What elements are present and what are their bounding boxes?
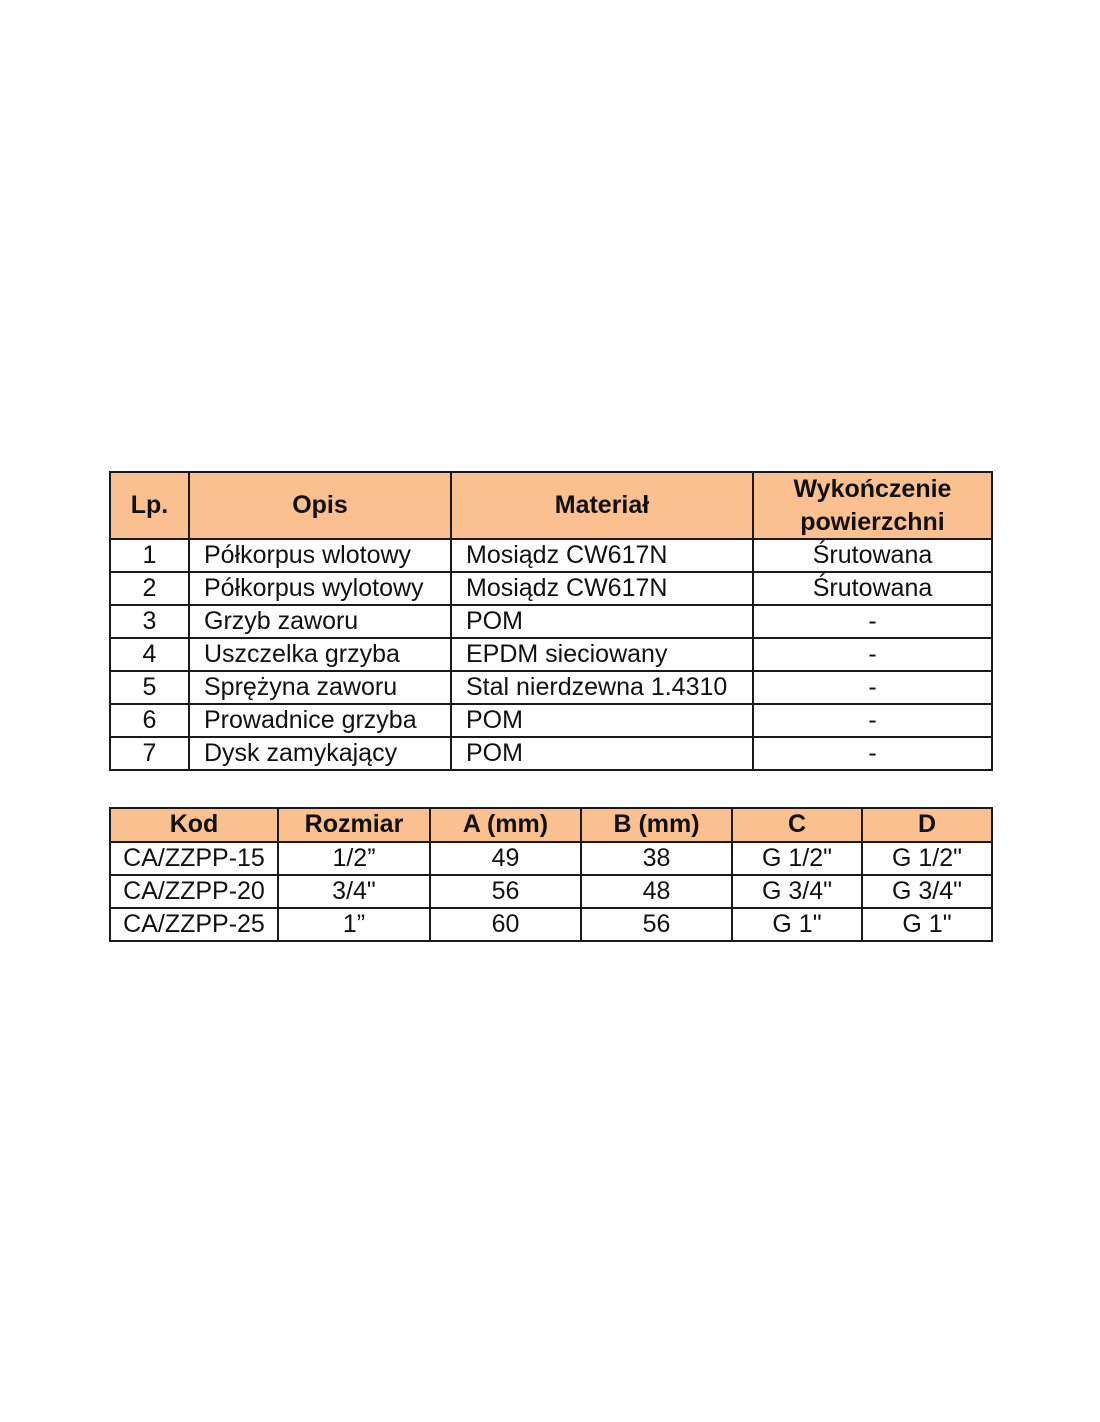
cell-material: EPDM sieciowany <box>451 638 753 671</box>
table-row <box>110 908 992 941</box>
cell-lp: 4 <box>110 638 189 671</box>
cell-opis: Prowadnice grzyba <box>189 704 451 737</box>
header-b-mm: B (mm) <box>581 808 732 842</box>
cell-lp: 6 <box>110 704 189 737</box>
cell-d: G 3/4" <box>862 875 992 908</box>
cell-b-mm: 48 <box>581 875 732 908</box>
table-row <box>110 704 992 737</box>
table-row <box>110 539 992 572</box>
cell-opis: Uszczelka grzyba <box>189 638 451 671</box>
cell-opis: Półkorpus wylotowy <box>189 572 451 605</box>
table-row <box>110 605 992 638</box>
cell-opis: Dysk zamykający <box>189 737 451 770</box>
cell-finish: - <box>753 638 992 671</box>
cell-a-mm: 49 <box>430 842 581 875</box>
sizes-table <box>109 807 993 942</box>
cell-lp: 1 <box>110 539 189 572</box>
table-row <box>110 572 992 605</box>
parts-table-body <box>110 539 992 770</box>
cell-kod: CA/ZZPP-15 <box>110 842 278 875</box>
table-row <box>110 737 992 770</box>
cell-a-mm: 60 <box>430 908 581 941</box>
parts-table <box>109 471 993 771</box>
sizes-table-body <box>110 842 992 941</box>
cell-finish: - <box>753 671 992 704</box>
cell-opis: Półkorpus wlotowy <box>189 539 451 572</box>
header-rozmiar: Rozmiar <box>278 808 430 842</box>
cell-material: Mosiądz CW617N <box>451 539 753 572</box>
cell-finish: - <box>753 605 992 638</box>
cell-rozmiar: 1” <box>278 908 430 941</box>
cell-material: POM <box>451 704 753 737</box>
cell-lp: 5 <box>110 671 189 704</box>
cell-d: G 1/2" <box>862 842 992 875</box>
header-kod: Kod <box>110 808 278 842</box>
cell-kod: CA/ZZPP-25 <box>110 908 278 941</box>
header-finish: Wykończenie powierzchni <box>753 472 992 539</box>
cell-lp: 2 <box>110 572 189 605</box>
cell-lp: 3 <box>110 605 189 638</box>
header-lp: Lp. <box>110 472 189 539</box>
cell-finish: - <box>753 704 992 737</box>
header-opis: Opis <box>189 472 451 539</box>
cell-material: Stal nierdzewna 1.4310 <box>451 671 753 704</box>
cell-finish: Śrutowana <box>753 539 992 572</box>
cell-a-mm: 56 <box>430 875 581 908</box>
table-row <box>110 842 992 875</box>
cell-d: G 1" <box>862 908 992 941</box>
cell-c: G 1/2" <box>732 842 862 875</box>
header-c: C <box>732 808 862 842</box>
cell-finish: Śrutowana <box>753 572 992 605</box>
cell-b-mm: 56 <box>581 908 732 941</box>
cell-opis: Grzyb zaworu <box>189 605 451 638</box>
cell-finish: - <box>753 737 992 770</box>
cell-rozmiar: 3/4" <box>278 875 430 908</box>
table-row <box>110 671 992 704</box>
cell-kod: CA/ZZPP-20 <box>110 875 278 908</box>
parts-header-row <box>110 472 992 539</box>
table-row <box>110 638 992 671</box>
sizes-header-row <box>110 808 992 842</box>
table-row <box>110 875 992 908</box>
parts-table-header <box>110 472 992 539</box>
header-d: D <box>862 808 992 842</box>
sizes-table-header <box>110 808 992 842</box>
cell-material: POM <box>451 737 753 770</box>
cell-rozmiar: 1/2” <box>278 842 430 875</box>
cell-lp: 7 <box>110 737 189 770</box>
header-material: Materiał <box>451 472 753 539</box>
header-a-mm: A (mm) <box>430 808 581 842</box>
cell-c: G 1" <box>732 908 862 941</box>
cell-c: G 3/4" <box>732 875 862 908</box>
cell-material: POM <box>451 605 753 638</box>
cell-opis: Sprężyna zaworu <box>189 671 451 704</box>
cell-b-mm: 38 <box>581 842 732 875</box>
cell-material: Mosiądz CW617N <box>451 572 753 605</box>
